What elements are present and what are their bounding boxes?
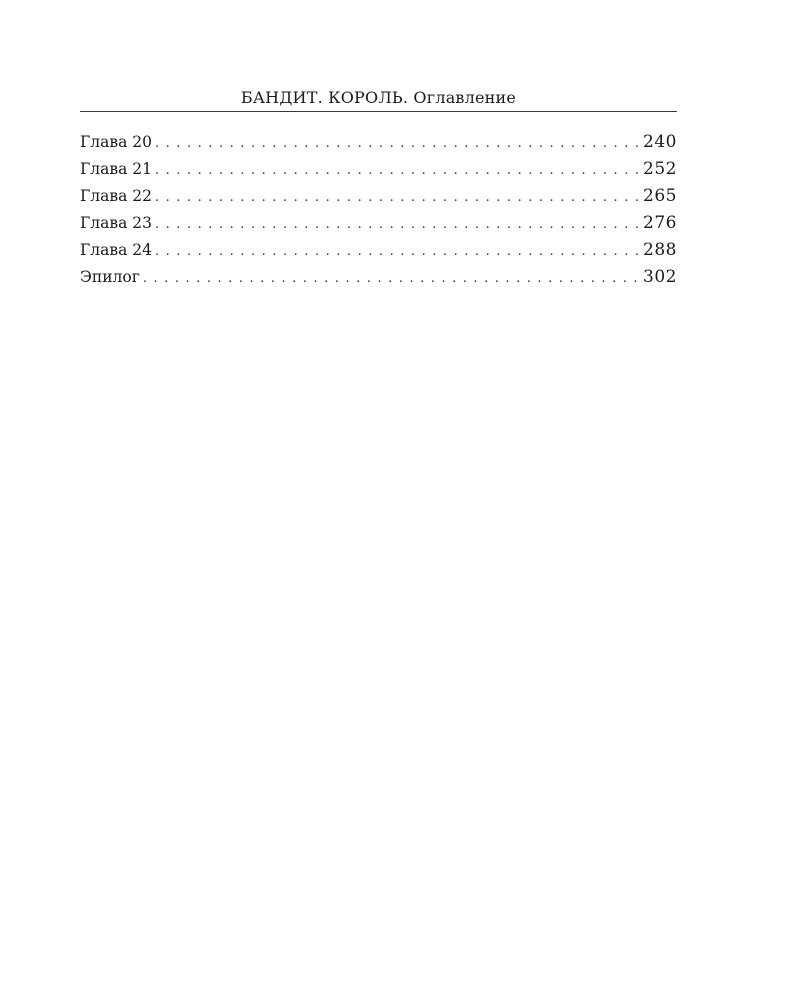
dot-leader bbox=[143, 268, 640, 290]
dot-leader bbox=[155, 133, 640, 155]
toc-entry-title: Глава 22 bbox=[80, 187, 152, 205]
toc-entry-chapter-24[interactable] bbox=[80, 239, 677, 266]
toc-entry-title: Глава 24 bbox=[80, 241, 152, 259]
toc-entry-page: 240 bbox=[643, 132, 677, 152]
toc-entry-chapter-22[interactable] bbox=[80, 185, 677, 212]
toc-entry-page: 302 bbox=[643, 267, 677, 287]
toc-entry-page: 252 bbox=[643, 159, 677, 179]
table-of-contents bbox=[80, 131, 677, 293]
toc-entry-title: Глава 21 bbox=[80, 160, 152, 178]
toc-entry-page: 276 bbox=[643, 213, 677, 233]
toc-entry-chapter-21[interactable] bbox=[80, 158, 677, 185]
dot-leader bbox=[155, 160, 640, 182]
toc-entry-epilogue[interactable] bbox=[80, 266, 677, 293]
dot-leader bbox=[155, 187, 640, 209]
header-rule bbox=[80, 111, 677, 112]
toc-entry-chapter-23[interactable] bbox=[80, 212, 677, 239]
running-head: БАНДИТ. КОРОЛЬ. Оглавление bbox=[240, 88, 517, 107]
toc-entry-title: Глава 23 bbox=[80, 214, 152, 232]
dot-leader bbox=[155, 241, 640, 263]
toc-entry-chapter-20[interactable] bbox=[80, 131, 677, 158]
toc-entry-title: Эпилог bbox=[80, 268, 140, 286]
toc-entry-page: 288 bbox=[643, 240, 677, 260]
toc-entry-page: 265 bbox=[643, 186, 677, 206]
dot-leader bbox=[155, 214, 640, 236]
toc-entry-title: Глава 20 bbox=[80, 133, 152, 151]
